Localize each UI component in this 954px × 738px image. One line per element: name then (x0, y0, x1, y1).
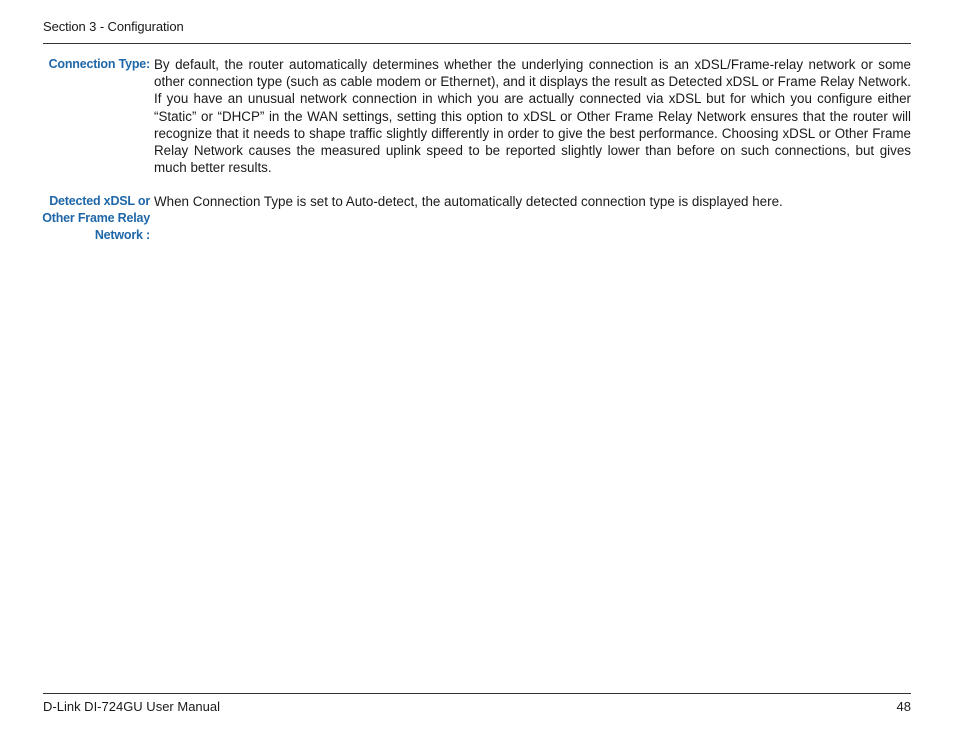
description-connection-type: By default, the router automatically determines whether the underlying connection is an xDSL/Frame-relay network or some other connection type (such as cable modem or Ethernet), and it displays the result as Detected xDSL or Frame Relay Network. If you have an unusual network connection in which you are actually connected via xDSL but for which you configure either “Static” or “DHCP” in the WAN settings, setting this option to xDSL or Other Frame Relay Network ensures that the router will recognize that it needs to shape traffic slightly differently in order to give the best performance. Choosing xDSL or Other Frame Relay Network causes the measured uplink speed to be reported slightly lower than before on such connections, but gives much better results. (154, 57, 911, 176)
term-connection-type: Connection Type: (48, 57, 150, 71)
section-header: Section 3 - Configuration (43, 19, 184, 34)
term-detected-xdsl (30, 193, 150, 245)
term-line: Other Frame Relay (42, 211, 150, 226)
term-line: Detected xDSL or (49, 194, 150, 208)
header-rule (43, 43, 911, 44)
page-number: 48 (896, 699, 911, 714)
description-detected-xdsl: When Connection Type is set to Auto-detect, the automatically detected connection type is displayed here. (154, 194, 783, 209)
term-line: Network : (94, 228, 150, 243)
footer-rule (43, 693, 911, 694)
manual-title: D-Link DI-724GU User Manual (43, 699, 221, 714)
